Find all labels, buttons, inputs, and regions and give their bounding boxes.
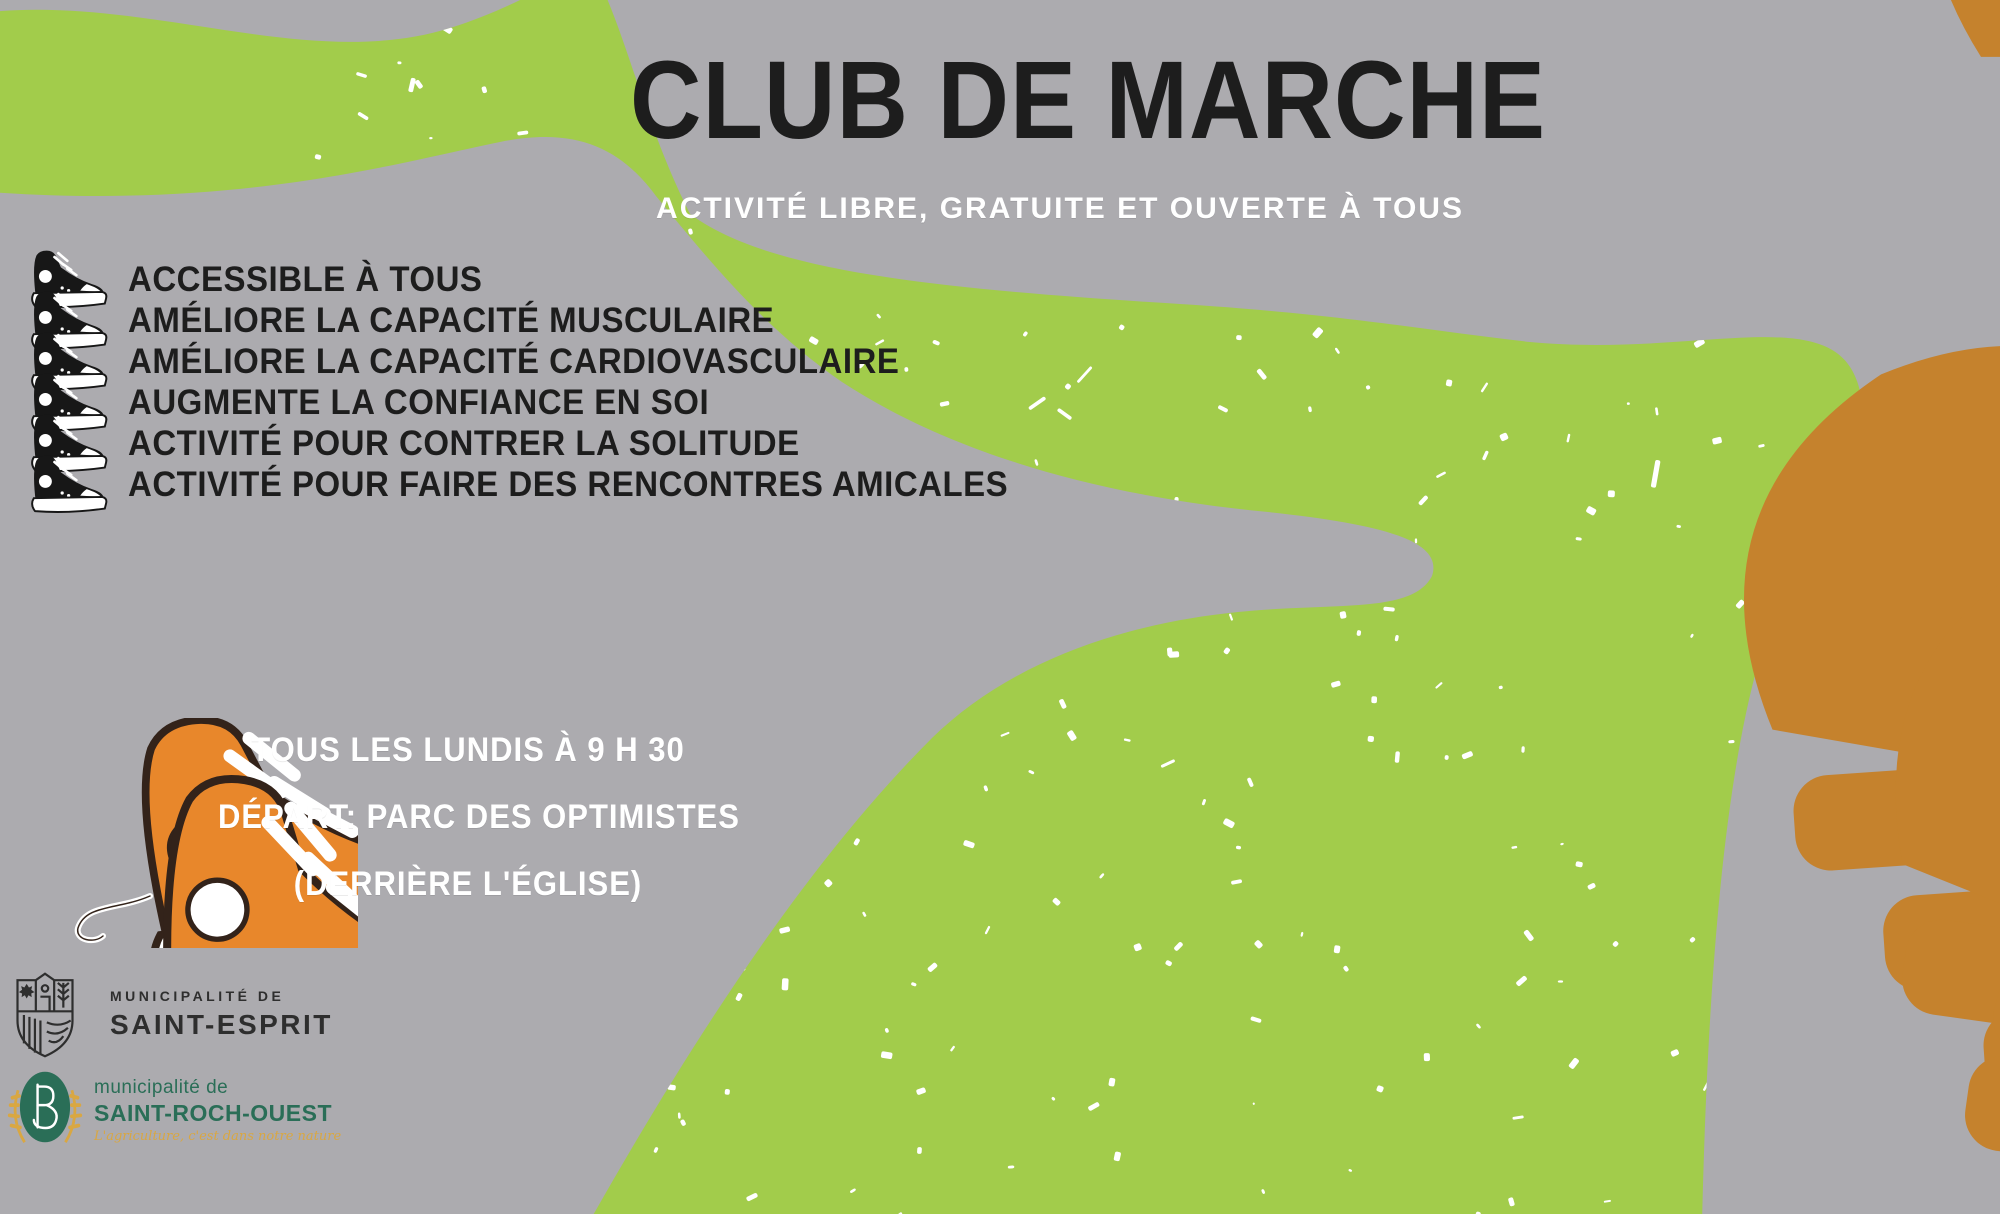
list-item	[26, 422, 1008, 463]
schedule-detail: (DERRIÈRE L'ÉGLISE)	[293, 864, 643, 903]
saint-roch-ouest-tagline: L'agriculture, c'est dans notre nature	[94, 1128, 342, 1144]
benefits-list	[26, 258, 1008, 504]
benefit-label: AUGMENTE LA CONFIANCE EN SOI	[128, 380, 710, 421]
saint-roch-ouest-logo	[6, 1058, 341, 1156]
black-sneaker-icon	[26, 453, 110, 515]
saint-roch-ouest-eyebrow: municipalité de	[94, 1076, 229, 1098]
list-item	[26, 463, 1008, 504]
benefit-label: ACCESSIBLE À TOUS	[128, 257, 483, 298]
saint-esprit-eyebrow: MUNICIPALITÉ DE	[110, 988, 285, 1004]
poster-subtitle: ACTIVITÉ LIBRE, GRATUITE ET OUVERTE À TOUS	[656, 192, 1464, 225]
schedule-time: TOUS LES LUNDIS À 9 H 30	[251, 730, 685, 769]
list-item	[26, 340, 1008, 381]
saint-esprit-crest-icon	[12, 968, 78, 1062]
saint-esprit-logo	[12, 968, 333, 1062]
saint-esprit-name: SAINT-ESPRIT	[110, 1009, 333, 1040]
list-item	[26, 258, 1008, 299]
saint-roch-ouest-roundel-icon	[6, 1058, 84, 1156]
benefit-label: AMÉLIORE LA CAPACITÉ MUSCULAIRE	[128, 298, 775, 339]
benefit-label: ACTIVITÉ POUR CONTRER LA SOLITUDE	[128, 421, 800, 462]
saint-roch-ouest-name: SAINT-ROCH-OUEST	[94, 1099, 332, 1126]
list-item	[26, 299, 1008, 340]
schedule-block	[218, 716, 740, 917]
shoelace	[78, 896, 150, 940]
schedule-place: DÉPART: PARC DES OPTIMISTES	[218, 797, 740, 836]
page-title: CLUB DE MARCHE	[630, 37, 1546, 162]
benefit-label: ACTIVITÉ POUR FAIRE DES RENCONTRES AMICALES	[128, 462, 1009, 503]
list-item	[26, 381, 1008, 422]
benefit-label: AMÉLIORE LA CAPACITÉ CARDIOVASCULAIRE	[128, 339, 900, 380]
